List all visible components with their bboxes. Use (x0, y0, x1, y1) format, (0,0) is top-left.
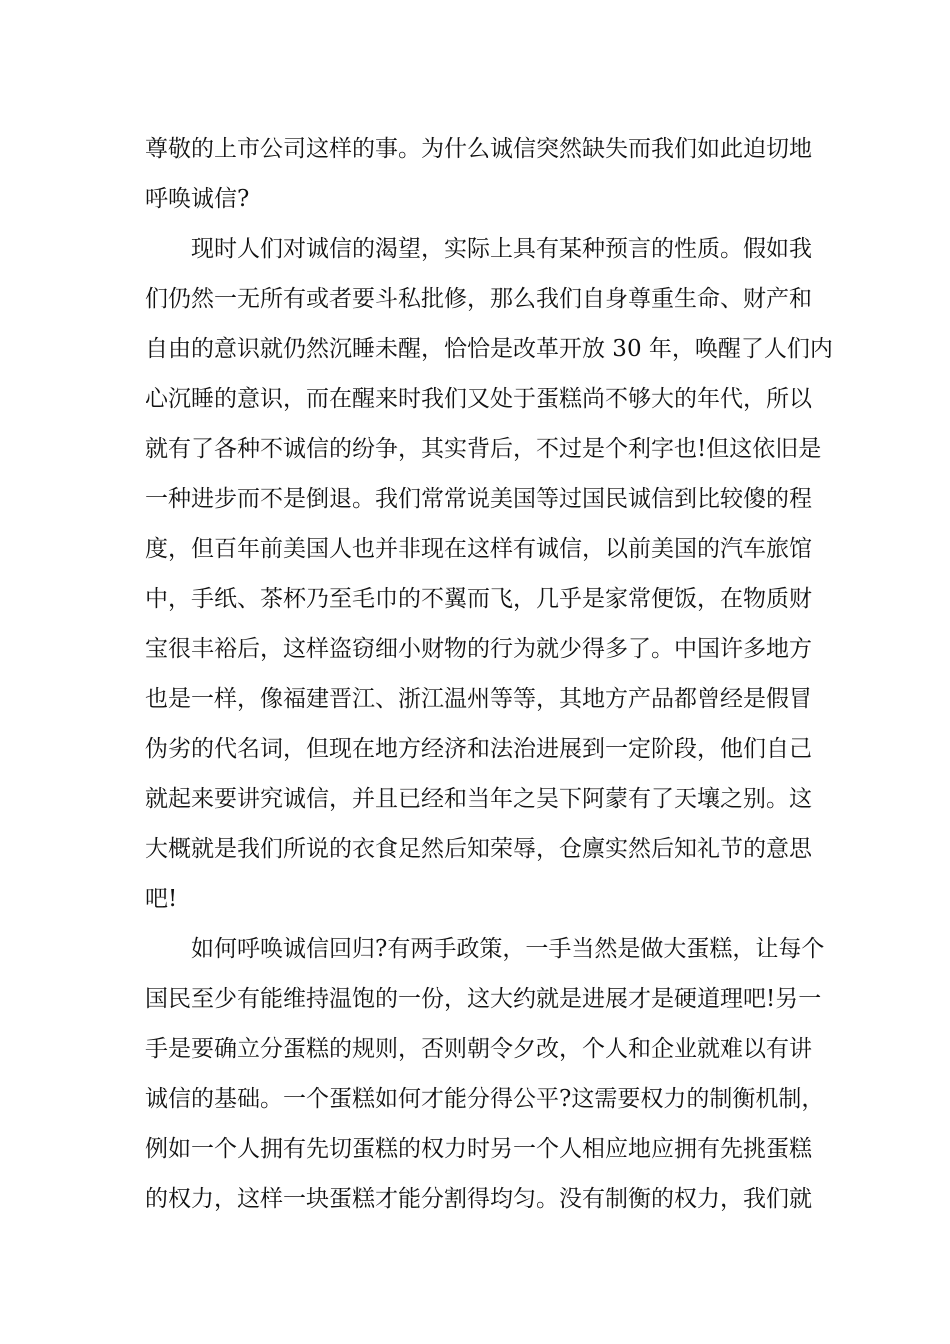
text-line: 自由的意识就仍然沉睡未醒，恰恰是改革开放 30 年，唤醒了人们内 (145, 336, 833, 362)
text-line: 尊敬的上市公司这样的事。为什么诚信突然缺失而我们如此迫切地 (145, 136, 812, 162)
text-line: 国民至少有能维持温饱的一份，这大约就是进展才是硬道理吧!另一 (145, 986, 822, 1012)
text-line: 们仍然一无所有或者要斗私批修，那么我们自身尊重生命、财产和 (145, 286, 812, 312)
paragraph-2 (145, 224, 833, 924)
text-line: 中，手纸、茶杯乃至毛巾的不翼而飞，几乎是家常便饭，在物质财 (145, 586, 812, 612)
text-line: 一种进步而不是倒退。我们常常说美国等过国民诚信到比较傻的程 (145, 486, 812, 512)
text-line: 心沉睡的意识，而在醒来时我们又处于蛋糕尚不够大的年代，所以 (145, 386, 812, 412)
text-line: 如何呼唤诚信回归?有两手政策，一手当然是做大蛋糕，让每个 (191, 936, 825, 962)
text-line: 度，但百年前美国人也并非现在这样有诚信，以前美国的汽车旅馆 (145, 536, 812, 562)
text-line: 大概就是我们所说的衣食足然后知荣辱，仓廪实然后知礼节的意思 (145, 836, 812, 862)
text-line: 就起来要讲究诚信，并且已经和当年之吴下阿蒙有了天壤之别。这 (145, 786, 812, 812)
text-line: 就有了各种不诚信的纷争，其实背后，不过是个利字也!但这依旧是 (145, 436, 822, 462)
text-line: 的权力，这样一块蛋糕才能分割得均匀。没有制衡的权力，我们就 (145, 1186, 812, 1212)
text-line: 诚信的基础。一个蛋糕如何才能分得公平?这需要权力的制衡机制， (145, 1086, 825, 1112)
text-line: 吧! (145, 886, 178, 912)
text-line: 例如一个人拥有先切蛋糕的权力时另一个人相应地应拥有先挑蛋糕 (145, 1136, 812, 1162)
text-line: 也是一样，像福建晋江、浙江温州等等，其地方产品都曾经是假冒 (145, 686, 812, 712)
paragraph-3 (145, 924, 825, 1224)
text-line: 伪劣的代名词，但现在地方经济和法治进展到一定阶段，他们自己 (145, 736, 812, 762)
text-line: 呼唤诚信? (145, 186, 250, 212)
text-line: 现时人们对诚信的渴望，实际上具有某种预言的性质。假如我 (191, 236, 812, 262)
paragraph-1 (145, 124, 810, 224)
text-line: 手是要确立分蛋糕的规则，否则朝令夕改，个人和企业就难以有讲 (145, 1036, 812, 1062)
text-line: 宝很丰裕后，这样盗窃细小财物的行为就少得多了。中国许多地方 (145, 636, 812, 662)
body-text (145, 124, 833, 1224)
